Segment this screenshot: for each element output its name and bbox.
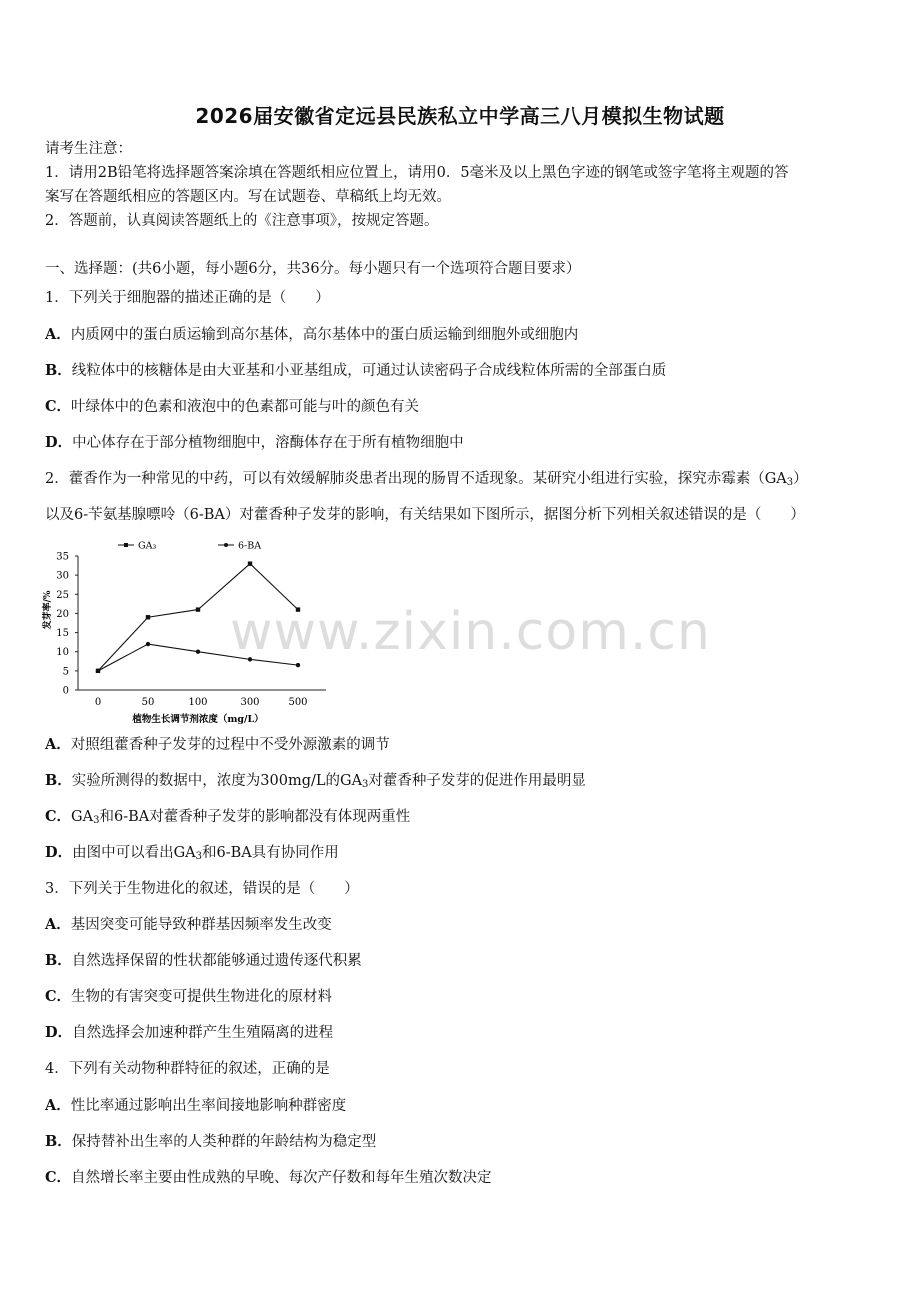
x-axis-label: 植物生长调节剂浓度（mg/L） — [132, 714, 264, 725]
exam-title: 2026届安徽省定远县民族私立中学高三八月模拟生物试题 — [195, 104, 725, 128]
notice-line-1b: 案写在答题纸相应的答题区内。写在试题卷、草稿纸上均无效。 — [45, 189, 451, 205]
y-tick-label: 10 — [56, 647, 69, 659]
q2-stem-2: 以及6-苄氨基腺嘌呤（6-BA）对藿香种子发芽的影响，有关结果如下图所示，据图分析下列相关叙述错误的是（ ） — [45, 507, 805, 523]
q2-option-a — [45, 735, 390, 755]
y-axis-label: 发芽率/% — [43, 590, 53, 630]
x-tick-label: 100 — [188, 697, 208, 708]
option-letter: C． — [45, 398, 72, 415]
legend-marker — [124, 543, 128, 547]
option-text: 叶绿体中的色素和液泡中的色素都可能与叶的颜色有关 — [71, 399, 420, 415]
option-text: 基因突变可能导致种群基因频率发生改变 — [70, 917, 332, 933]
q2-option-d — [45, 843, 339, 867]
q1-option-b — [45, 361, 666, 381]
option-letter: B． — [45, 1133, 72, 1150]
q2-option-b — [45, 771, 586, 795]
legend-marker — [224, 543, 228, 547]
x-tick-label: 0 — [94, 697, 102, 708]
y-tick-label: 15 — [56, 628, 69, 640]
q4-option-a — [45, 1096, 346, 1116]
option-letter: A． — [45, 1097, 71, 1114]
subscript: 3 — [195, 851, 203, 862]
option-text: 线粒体中的核糖体是由大亚基和小亚基组成，可通过认读密码子合成线粒体所需的全部蛋白质 — [71, 363, 667, 379]
option-letter: A． — [45, 736, 71, 753]
q1-option-a — [45, 325, 578, 345]
option-text: 性比率通过影响出生率间接地影响种群密度 — [70, 1098, 347, 1114]
q4-option-b — [45, 1132, 376, 1152]
y-tick-label: 5 — [62, 666, 69, 678]
option-text: 对照组藿香种子发芽的过程中不受外源激素的调节 — [70, 737, 390, 753]
data-point — [248, 561, 252, 565]
option-letter: A． — [45, 326, 71, 343]
y-tick-label: 35 — [56, 551, 69, 563]
option-text: 保持替补出生率的人类种群的年龄结构为稳定型 — [71, 1134, 377, 1150]
y-tick-label: 25 — [56, 589, 69, 601]
notice-line-2: 2．答题前，认真阅读答题纸上的《注意事项》，按规定答题。 — [45, 213, 439, 229]
chart-legend — [118, 541, 261, 552]
option-letter: B． — [45, 772, 72, 789]
x-tick-label: 500 — [288, 697, 308, 708]
option-letter: D． — [45, 1024, 73, 1041]
q3-option-c — [45, 987, 332, 1007]
y-tick-label: 30 — [56, 570, 69, 582]
option-text-pre: 实验所测得的数据中，浓度为300mg/L的GA — [71, 773, 363, 789]
data-point — [96, 669, 100, 673]
q2-stem-1 — [45, 469, 808, 493]
q3-stem: 3．下列关于生物进化的叙述，错误的是（ ） — [45, 881, 359, 897]
data-point — [196, 650, 200, 654]
watermark: www.zixin.com.cn — [230, 602, 711, 662]
q4-stem: 4．下列有关动物种群特征的叙述，正确的是 — [45, 1061, 330, 1077]
notice-line-1a: 1．请用2B铅笔将选择题答案涂填在答题纸相应位置上，请用0．5毫米及以上黑色字迹的钢笔或签字笔将主观题的答 — [45, 165, 789, 181]
option-text-pre: 由图中可以看出GA — [72, 845, 196, 861]
data-point — [146, 615, 150, 619]
option-letter: A． — [45, 916, 71, 933]
q1-option-d — [45, 433, 464, 453]
option-text: 生物的有害突变可提供生物进化的原材料 — [71, 989, 333, 1005]
q3-option-d — [45, 1023, 333, 1043]
q2-stem-1-text: 2．藿香作为一种常见的中药，可以有效缓解肺炎患者出现的肠胃不适现象。某研究小组进行实验，探究赤霉素（GA — [45, 471, 787, 487]
option-text: 内质网中的蛋白质运输到高尔基体，高尔基体中的蛋白质运输到细胞外或细胞内 — [70, 327, 579, 343]
q3-option-a — [45, 915, 332, 935]
q3-option-b — [45, 951, 362, 971]
subscript: 3 — [786, 477, 794, 488]
option-letter: B． — [45, 362, 72, 379]
y-tick-label: 0 — [62, 685, 69, 697]
data-point — [196, 607, 200, 611]
option-letter: C． — [45, 988, 72, 1005]
option-letter: C． — [45, 808, 72, 825]
option-letter: B． — [45, 952, 72, 969]
data-point — [296, 663, 300, 667]
y-tick-label: 20 — [56, 608, 69, 620]
legend-label: 6-BA — [238, 540, 262, 552]
option-letter: D． — [45, 434, 73, 451]
option-text-pre: GA — [71, 809, 94, 825]
q2-option-c — [45, 807, 410, 831]
data-point — [146, 642, 150, 646]
option-letter: C． — [45, 1169, 72, 1186]
legend-label: GA₃ — [138, 540, 157, 552]
option-text-post: 对藿香种子发芽的促进作用最明显 — [368, 773, 586, 789]
x-tick-label: 50 — [141, 697, 155, 708]
q2-stem-1-end: ） — [793, 471, 808, 487]
option-text-post: 和6-BA对藿香种子发芽的影响都没有体现两重性 — [99, 809, 411, 825]
option-text: 中心体存在于部分植物细胞中，溶酶体存在于所有植物细胞中 — [72, 435, 464, 451]
q4-option-c — [45, 1168, 492, 1188]
option-text: 自然选择保留的性状都能够通过遗传逐代积累 — [71, 953, 362, 969]
option-letter: D． — [45, 844, 73, 861]
x-tick-label: 300 — [240, 697, 260, 708]
subscript: 3 — [362, 779, 369, 790]
q1-option-c — [45, 397, 419, 417]
option-text-post: 和6-BA具有协同作用 — [202, 845, 339, 861]
notice-heading: 请考生注意： — [45, 141, 132, 157]
option-text: 自然增长率主要由性成熟的早晚、每次产仔数和每年生殖次数决定 — [71, 1170, 492, 1186]
subscript: 3 — [93, 815, 100, 826]
section-heading: 一、选择题：(共6小题，每小题6分，共36分。每小题只有一个选项符合题目要求） — [45, 261, 581, 277]
q1-stem: 1．下列关于细胞器的描述正确的是（ ） — [45, 290, 330, 306]
option-text: 自然选择会加速种群产生生殖隔离的进程 — [72, 1025, 334, 1041]
